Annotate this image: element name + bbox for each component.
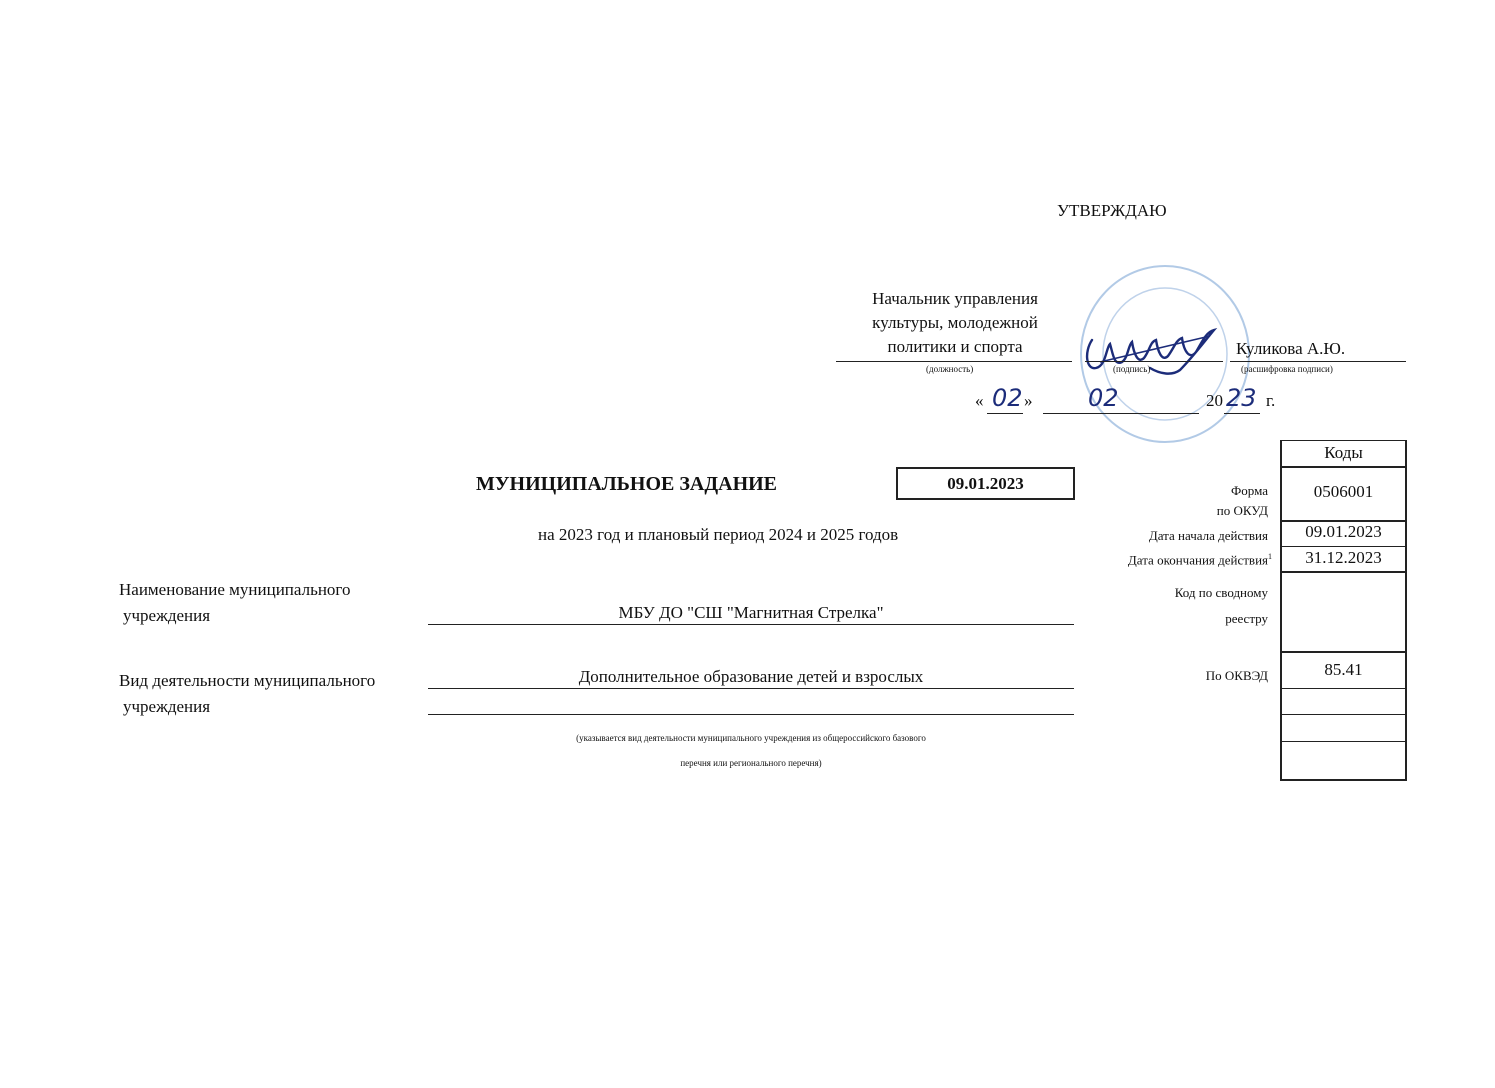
start-date-label: Дата начала действия	[1148, 528, 1268, 543]
date-day-underline	[987, 413, 1023, 414]
registry-label	[1060, 580, 1268, 632]
okud-code: 0506001	[1313, 482, 1374, 501]
activity-label-line: учреждения	[123, 697, 211, 716]
date-year-suffix: 23	[1226, 384, 1257, 412]
codes-row-line	[1280, 688, 1407, 689]
institution-name-underline	[428, 624, 1074, 625]
okud-label-line: Форма	[1231, 483, 1268, 498]
footnote-mark: 1	[1268, 552, 1272, 561]
signature-underline	[1085, 361, 1223, 362]
name-label-line: Наименование муниципального	[119, 580, 351, 599]
signature	[1080, 318, 1230, 380]
institution-name: МБУ ДО "СШ "Магнитная Стрелка"	[618, 603, 884, 622]
date-month: 02	[1088, 384, 1119, 412]
approver-name: Куликова А.Ю.	[1236, 339, 1346, 358]
name-label	[119, 577, 350, 629]
okved-label: По ОКВЭД	[1205, 668, 1268, 683]
codes-row-line	[1280, 571, 1407, 573]
end-date-label	[1060, 552, 1272, 568]
approver-position-line: политики и спорта	[887, 337, 1023, 356]
approver-position-line: культуры, молодежной	[872, 313, 1038, 332]
date-year-underline	[1224, 413, 1260, 414]
document-title: МУНИЦИПАЛЬНОЕ ЗАДАНИЕ	[476, 473, 778, 495]
approver-position	[838, 287, 1072, 359]
end-date-code: 31.12.2023	[1305, 548, 1382, 567]
codes-header: Коды	[1324, 443, 1363, 462]
caption-signer: (расшифровка подписи)	[1241, 364, 1333, 374]
date-year-prefix: 20	[1206, 391, 1223, 410]
activity-note	[428, 726, 1074, 776]
registry-label-line: реестру	[1225, 611, 1268, 626]
okved-code: 85.41	[1324, 660, 1363, 679]
date-year-end: г.	[1266, 391, 1276, 410]
caption-signature: (подпись)	[1113, 364, 1151, 374]
start-date-code: 09.01.2023	[1305, 522, 1382, 541]
caption-position: (должность)	[926, 364, 974, 374]
end-date-label-text: Дата окончания действия	[1127, 552, 1268, 568]
codes-row-line	[1280, 741, 1407, 742]
approval-title: УТВЕРЖДАЮ	[1057, 201, 1167, 220]
codes-row-line	[1280, 466, 1407, 468]
date-close-quote: »	[1024, 391, 1033, 410]
approver-position-line: Начальник управления	[872, 289, 1038, 308]
signer-underline	[1230, 361, 1406, 362]
activity-value: Дополнительное образование детей и взрослых	[578, 667, 924, 686]
document-subtitle: на 2023 год и плановый период 2024 и 2025 годов	[538, 525, 899, 544]
date-month-underline	[1043, 413, 1199, 414]
name-label-line: учреждения	[123, 606, 211, 625]
activity-note-line: перечня или регионального перечня)	[680, 758, 822, 768]
date-open-quote: «	[975, 391, 984, 410]
okud-label	[1060, 481, 1268, 521]
activity-label	[119, 668, 375, 720]
document-number-box	[896, 467, 1075, 500]
codes-row-line	[1280, 546, 1407, 547]
activity-label-line: Вид деятельности муниципального	[119, 671, 376, 690]
codes-row-line	[1280, 714, 1407, 715]
activity-underline-1	[428, 688, 1074, 689]
activity-underline-2	[428, 714, 1074, 715]
codes-row-line	[1280, 651, 1407, 653]
activity-note-line: (указывается вид деятельности муниципального учреждения из общероссийского базового	[576, 733, 926, 743]
okud-label-line: по ОКУД	[1216, 503, 1268, 518]
document-number: 09.01.2023	[947, 474, 1024, 493]
position-underline	[836, 361, 1072, 362]
registry-label-line: Код по сводному	[1174, 585, 1268, 600]
date-day: 02	[992, 384, 1023, 412]
